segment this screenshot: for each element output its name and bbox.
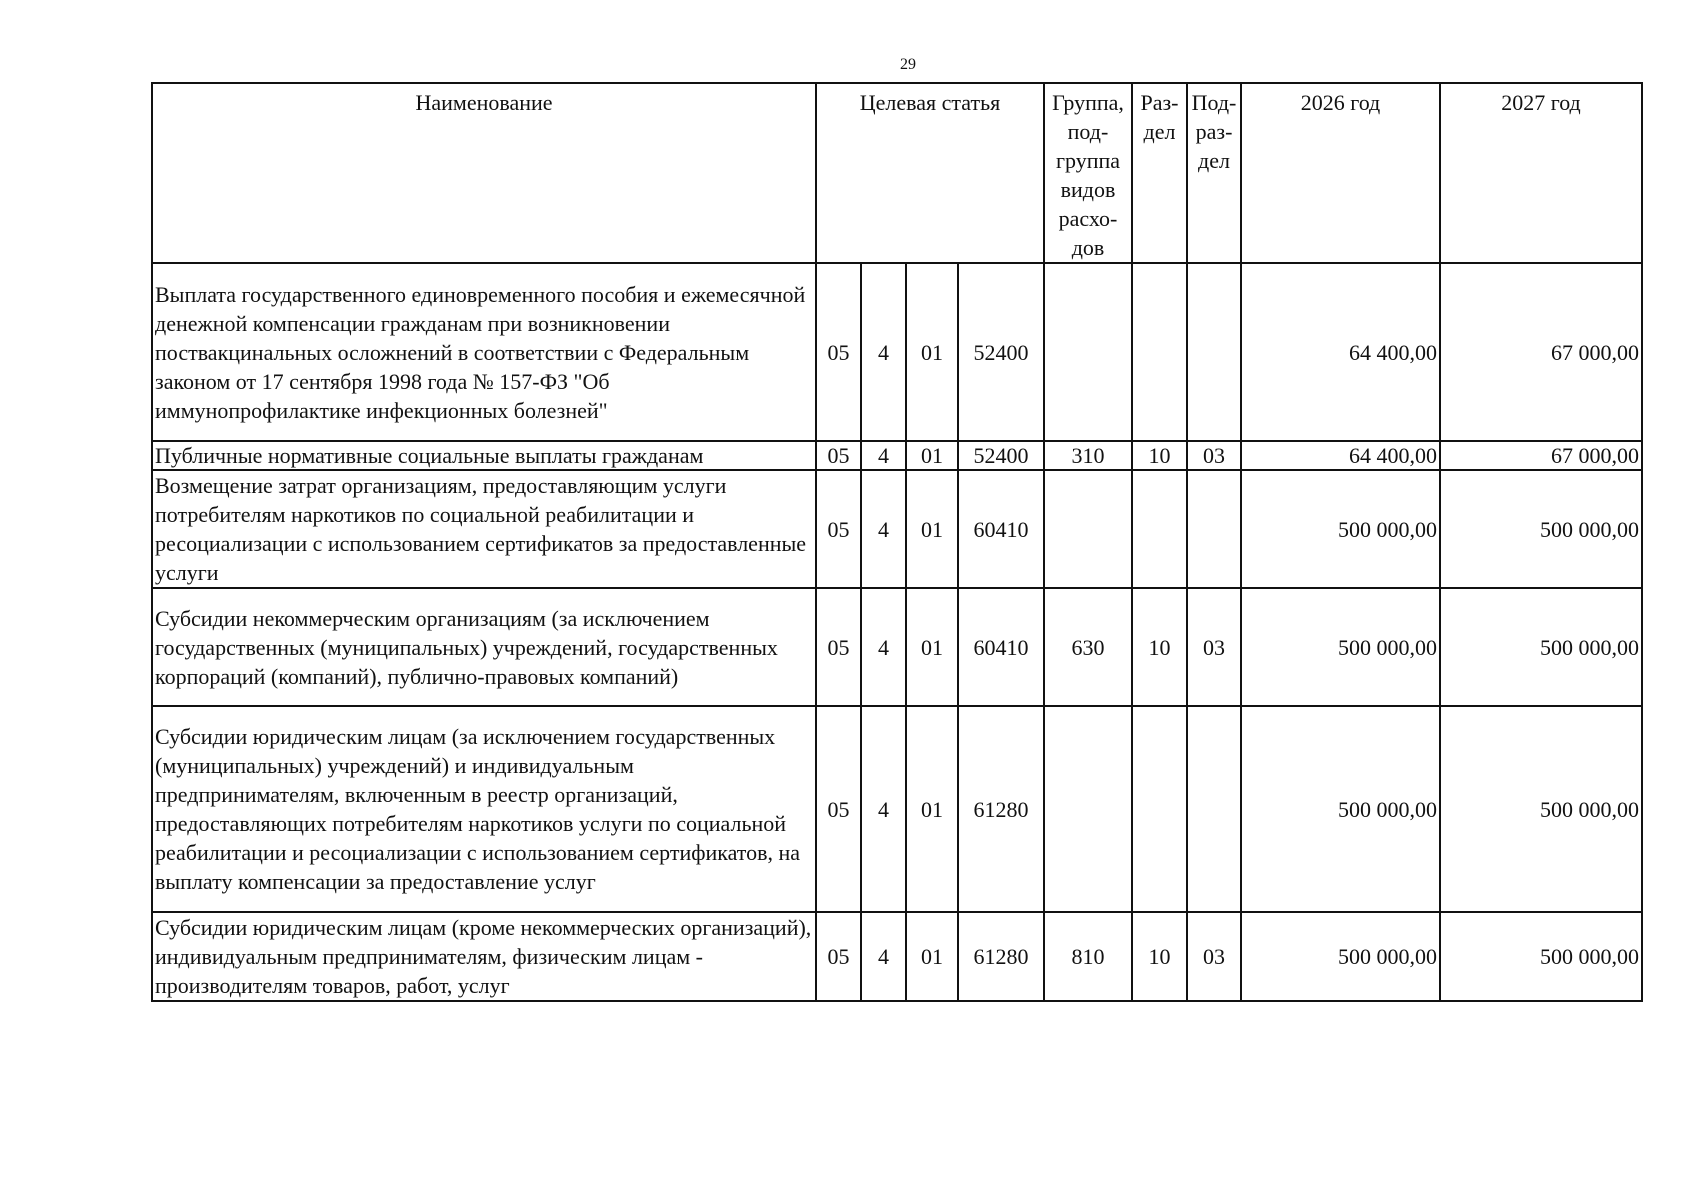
target-code-direction: 60410 — [958, 470, 1044, 588]
subsection-code — [1187, 706, 1241, 912]
expense-group-code — [1044, 263, 1132, 441]
expense-group-code — [1044, 470, 1132, 588]
table-row — [152, 588, 1642, 706]
target-code-direction: 61280 — [958, 706, 1044, 912]
amount-2027: 67 000,00 — [1440, 441, 1642, 470]
section-code: 10 — [1132, 912, 1187, 1001]
target-code-program: 05 — [816, 263, 861, 441]
header-subsection: Под- раз- дел — [1187, 83, 1241, 263]
page-number: 29 — [900, 56, 916, 73]
target-code-direction: 52400 — [958, 263, 1044, 441]
section-code: 10 — [1132, 588, 1187, 706]
target-code-type: 4 — [861, 470, 906, 588]
target-code-subprogram: 01 — [906, 441, 958, 470]
target-code-program: 05 — [816, 441, 861, 470]
header-year-2026: 2026 год — [1241, 83, 1440, 263]
target-code-program: 05 — [816, 912, 861, 1001]
target-code-direction: 52400 — [958, 441, 1044, 470]
amount-2027: 500 000,00 — [1440, 706, 1642, 912]
target-code-subprogram: 01 — [906, 588, 958, 706]
expense-group-code: 310 — [1044, 441, 1132, 470]
row-name: Возмещение затрат организациям, предоставляющим услуги потребителям наркотиков по социальной реабилитации и ресоциализации с использованием сертификатов за предоставленные услуги — [152, 470, 816, 588]
table-header-row — [152, 83, 1642, 263]
target-code-subprogram: 01 — [906, 263, 958, 441]
amount-2027: 500 000,00 — [1440, 588, 1642, 706]
section-code — [1132, 706, 1187, 912]
subsection-code: 03 — [1187, 441, 1241, 470]
target-code-program: 05 — [816, 706, 861, 912]
target-code-direction: 60410 — [958, 588, 1044, 706]
row-name: Выплата государственного единовременного пособия и ежемесячной денежной компенсации гражданам при возникновении поствакцинальных осложнений в соответствии с Федеральным законом от 17 сентября 1998 года № 157-ФЗ "Об иммунопрофилактике инфекционных болезней" — [152, 263, 816, 441]
subsection-code — [1187, 470, 1241, 588]
target-code-subprogram: 01 — [906, 470, 958, 588]
header-name: Наименование — [152, 83, 816, 263]
table-row — [152, 706, 1642, 912]
budget-table — [151, 82, 1643, 1002]
amount-2026: 500 000,00 — [1241, 706, 1440, 912]
subsection-code — [1187, 263, 1241, 441]
amount-2026: 500 000,00 — [1241, 588, 1440, 706]
header-section: Раз- дел — [1132, 83, 1187, 263]
amount-2027: 67 000,00 — [1440, 263, 1642, 441]
header-expense-group: Группа, под- группа видов расхо- дов — [1044, 83, 1132, 263]
expense-group-code — [1044, 706, 1132, 912]
target-code-subprogram: 01 — [906, 706, 958, 912]
amount-2026: 500 000,00 — [1241, 470, 1440, 588]
subsection-code: 03 — [1187, 588, 1241, 706]
table-row — [152, 441, 1642, 470]
target-code-type: 4 — [861, 588, 906, 706]
target-code-program: 05 — [816, 470, 861, 588]
row-name: Публичные нормативные социальные выплаты гражданам — [152, 441, 816, 470]
amount-2027: 500 000,00 — [1440, 912, 1642, 1001]
header-target-article: Целевая статья — [816, 83, 1044, 263]
amount-2026: 500 000,00 — [1241, 912, 1440, 1001]
section-code — [1132, 263, 1187, 441]
target-code-direction: 61280 — [958, 912, 1044, 1001]
row-name: Субсидии юридическим лицам (за исключением государственных (муниципальных) учреждений) и индивидуальным предпринимателям, включенным в реестр организаций, предоставляющих потребителям наркотиков услуги по социальной реабилитации и ресоциализации с использованием сертификатов, на выплату компенсации за предоставление услуг — [152, 706, 816, 912]
amount-2026: 64 400,00 — [1241, 441, 1440, 470]
amount-2026: 64 400,00 — [1241, 263, 1440, 441]
header-year-2027: 2027 год — [1440, 83, 1642, 263]
subsection-code: 03 — [1187, 912, 1241, 1001]
row-name: Субсидии некоммерческим организациям (за исключением государственных (муниципальных) учреждений, государственных корпораций (компаний), публично-правовых компаний) — [152, 588, 816, 706]
target-code-type: 4 — [861, 912, 906, 1001]
section-code — [1132, 470, 1187, 588]
target-code-subprogram: 01 — [906, 912, 958, 1001]
section-code: 10 — [1132, 441, 1187, 470]
expense-group-code: 630 — [1044, 588, 1132, 706]
table-row — [152, 912, 1642, 1001]
target-code-type: 4 — [861, 263, 906, 441]
table-row — [152, 470, 1642, 588]
expense-group-code: 810 — [1044, 912, 1132, 1001]
table-row — [152, 263, 1642, 441]
target-code-type: 4 — [861, 706, 906, 912]
target-code-type: 4 — [861, 441, 906, 470]
amount-2027: 500 000,00 — [1440, 470, 1642, 588]
row-name: Субсидии юридическим лицам (кроме некоммерческих организаций), индивидуальным предпринимателям, физическим лицам - производителям товаров, работ, услуг — [152, 912, 816, 1001]
target-code-program: 05 — [816, 588, 861, 706]
